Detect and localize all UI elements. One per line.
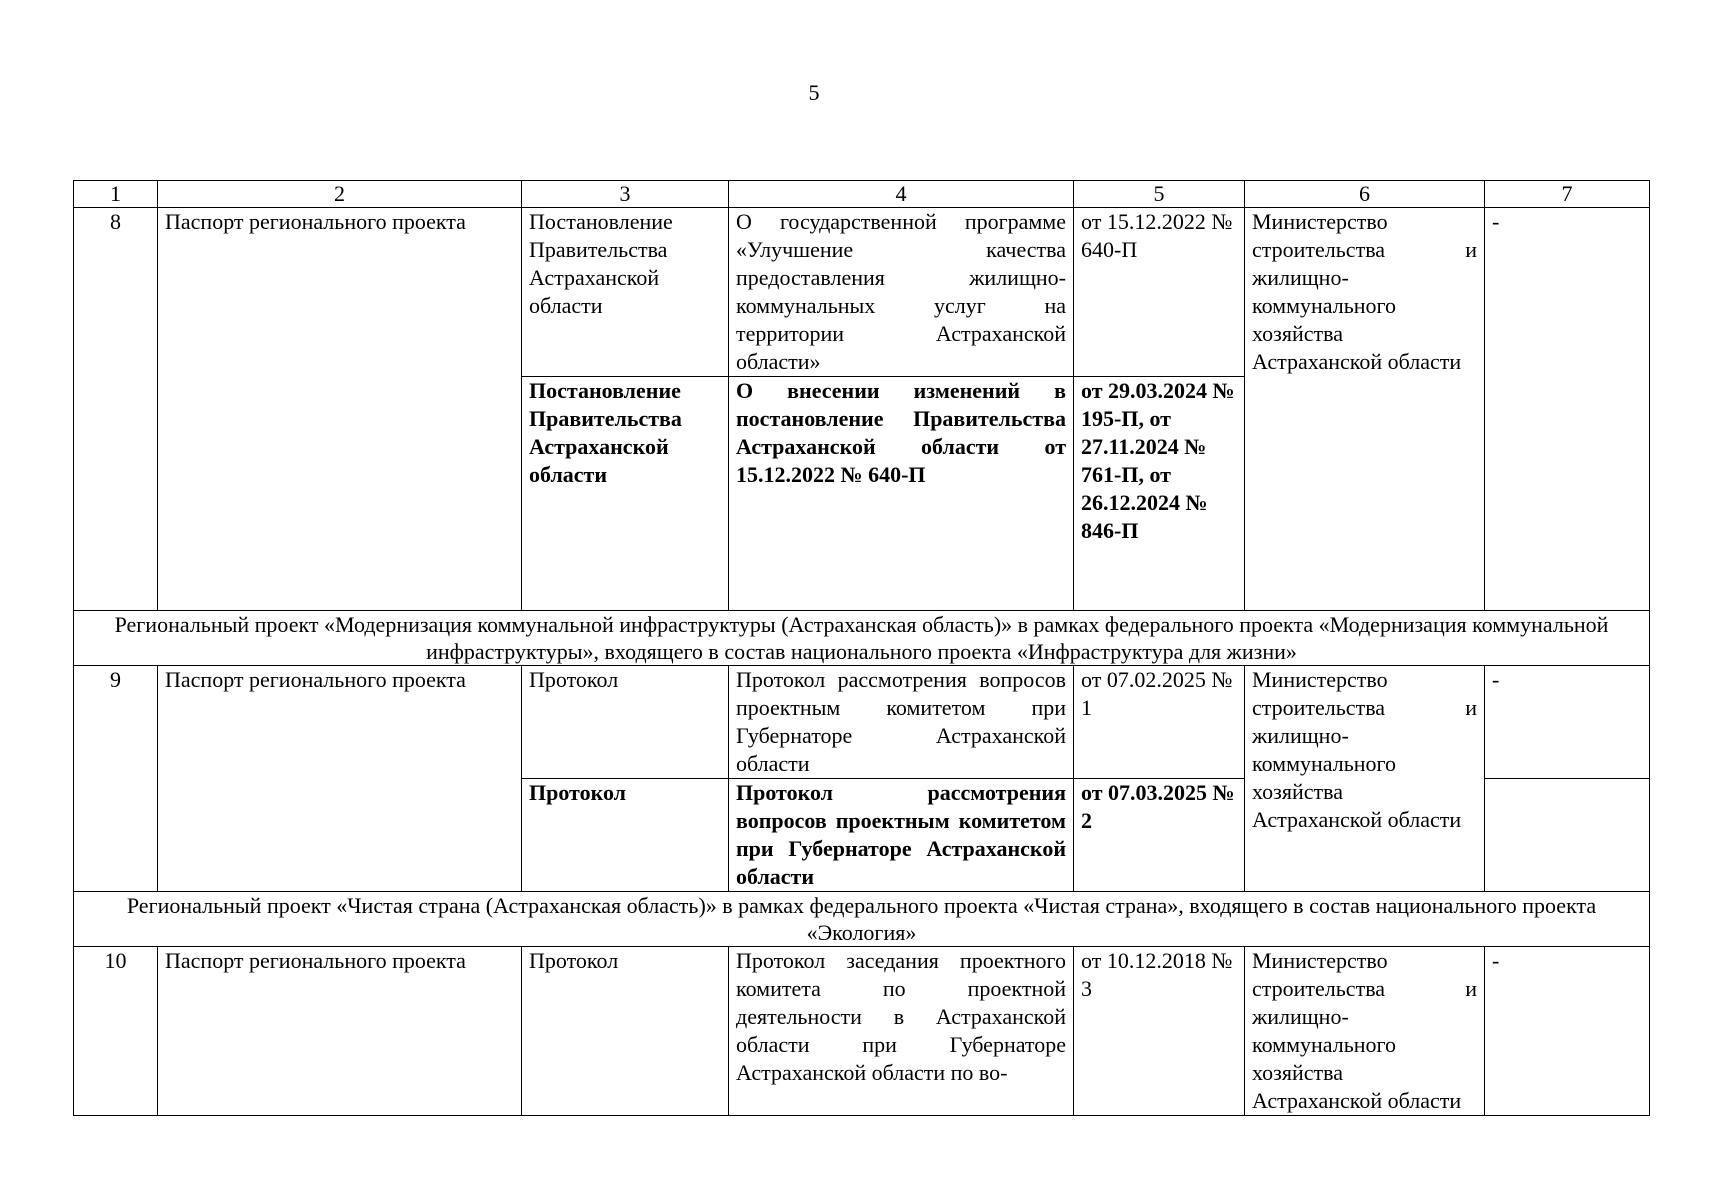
document-type-cell: Паспорт регионального проекта bbox=[158, 666, 522, 892]
act-kind-cell: Протокол bbox=[522, 947, 729, 1116]
act-title-cell: Протокол заседания проектного комитета по проектной деятельности в Астраханской области при Губернаторе Астраханской области по во- bbox=[729, 947, 1074, 1116]
document-type-cell: Паспорт регионального проекта bbox=[158, 208, 522, 611]
column-header: 2 bbox=[158, 181, 522, 208]
responsible-org-cell: Министерство строительства и жилищно-коммунального хозяйства Астраханской области bbox=[1245, 208, 1485, 611]
responsible-org-cell: Министерство строительства и жилищно-коммунального хозяйства Астраханской области bbox=[1245, 666, 1485, 892]
page-number: 5 bbox=[808, 80, 820, 105]
act-date-cell: от 15.12.2022 № 640-П bbox=[1074, 208, 1245, 377]
act-date-cell: от 07.03.2025 № 2 bbox=[1074, 779, 1245, 892]
act-title-cell: Протокол рассмотрения вопросов проектным комитетом при Губернаторе Астраханской области bbox=[729, 666, 1074, 779]
document-type-cell: Паспорт регионального проекта bbox=[158, 947, 522, 1116]
table-row bbox=[74, 666, 1650, 779]
table-header-row bbox=[74, 181, 1650, 208]
note-cell-empty bbox=[1485, 779, 1650, 892]
table-row bbox=[74, 208, 1650, 377]
act-kind-cell: Постановление Правительства Астраханской области bbox=[522, 377, 729, 611]
section-row bbox=[74, 611, 1650, 666]
note-cell: - bbox=[1485, 666, 1650, 779]
act-kind-cell: Протокол bbox=[522, 779, 729, 892]
column-header: 6 bbox=[1245, 181, 1485, 208]
column-header: 4 bbox=[729, 181, 1074, 208]
act-date-cell: от 29.03.2024 № 195-П, от 27.11.2024 № 761-П, от 26.12.2024 № 846-П bbox=[1074, 377, 1245, 611]
act-kind-cell: Протокол bbox=[522, 666, 729, 779]
column-header: 3 bbox=[522, 181, 729, 208]
note-cell: - bbox=[1485, 947, 1650, 1116]
row-number: 9 bbox=[74, 666, 158, 892]
table-row bbox=[74, 947, 1650, 1116]
responsible-org-cell: Министерство строительства и жилищно-коммунального хозяйства Астраханской области bbox=[1245, 947, 1485, 1116]
column-header: 7 bbox=[1485, 181, 1650, 208]
section-title: Региональный проект «Модернизация коммунальной инфраструктуры (Астраханская область)» в рамках федерального проекта «Модернизация коммунальной инфраструктуры», входящего в состав национального проекта «Инфраструктура для жизни» bbox=[74, 611, 1650, 666]
act-title-cell: О государственной программе «Улучшение качества предоставления жилищно-коммунальных услуг на территории Астраханской области» bbox=[729, 208, 1074, 377]
row-number: 10 bbox=[74, 947, 158, 1116]
act-title-cell: О внесении изменений в постановление Правительства Астраханской области от 15.12.2022 № 640-П bbox=[729, 377, 1074, 611]
section-title: Региональный проект «Чистая страна (Астраханская область)» в рамках федерального проекта «Чистая страна», входящего в состав национального проекта «Экология» bbox=[74, 892, 1650, 947]
row-number: 8 bbox=[74, 208, 158, 611]
act-title-cell: Протокол рассмотрения вопросов проектным комитетом при Губернаторе Астраханской области bbox=[729, 779, 1074, 892]
note-cell: - bbox=[1485, 208, 1650, 611]
act-kind-cell: Постановление Правительства Астраханской области bbox=[522, 208, 729, 377]
section-row bbox=[74, 892, 1650, 947]
act-date-cell: от 10.12.2018 № 3 bbox=[1074, 947, 1245, 1116]
act-date-cell: от 07.02.2025 № 1 bbox=[1074, 666, 1245, 779]
column-header: 5 bbox=[1074, 181, 1245, 208]
column-header: 1 bbox=[74, 181, 158, 208]
registry-table bbox=[73, 180, 1650, 1116]
